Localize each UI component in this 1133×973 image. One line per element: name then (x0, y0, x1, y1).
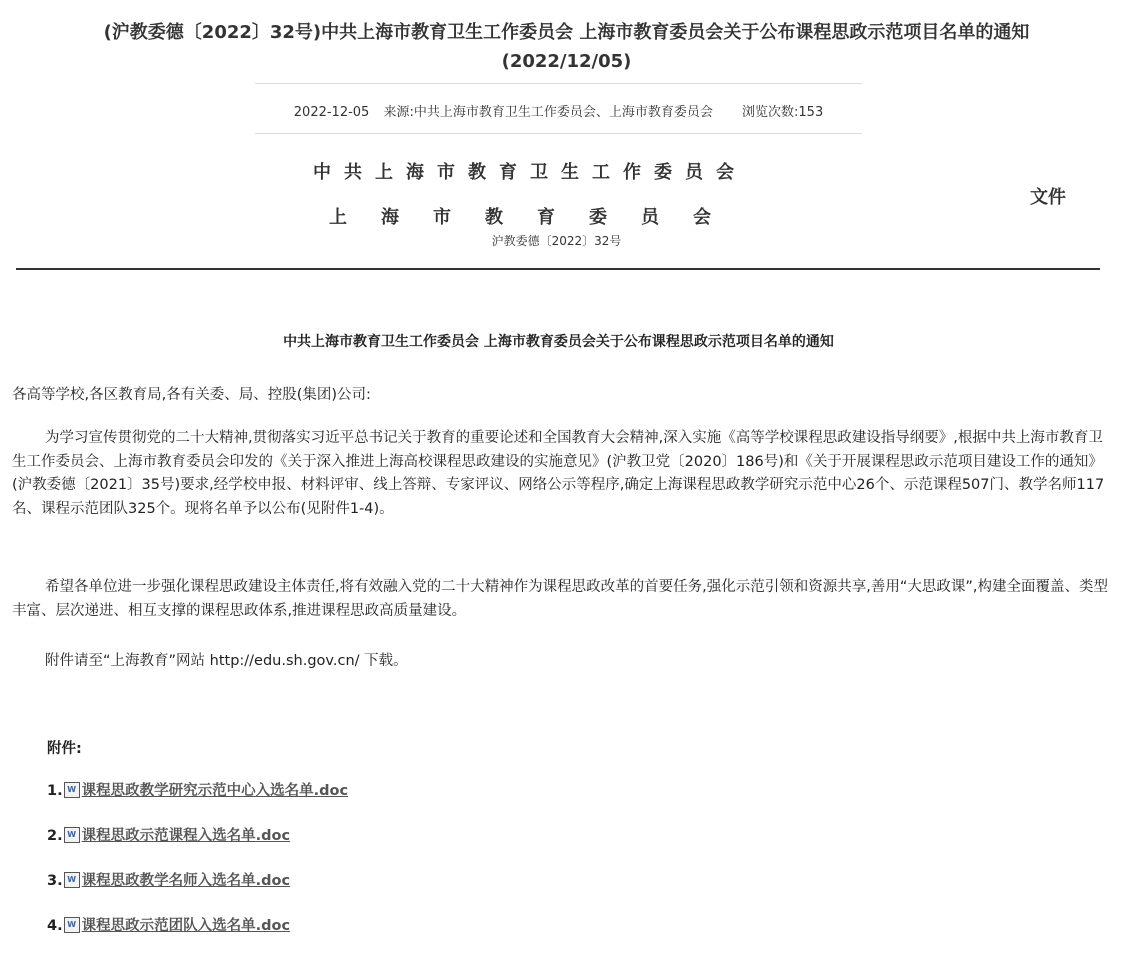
document-number: 沪教委德〔2022〕32号 (491, 234, 622, 248)
word-doc-icon[interactable]: W (64, 827, 80, 843)
body-paragraph-1: 为学习宣传贯彻党的二十大精神,贯彻落实习近平总书记关于教育的重要论述和全国教育大会精神,深入实施《高等学校课程思政建设指导纲要》,根据中共上海市教育卫生工作委员会、上海市教育委员会印发的《关于深入推进上海高校课程思政建设的实施意见》(沪教卫党〔2020〕186号)和《关于开展课程思政示范项目建设工作的通知》(沪教委德〔2021〕35号)要求,经学校申报、材料评审、线上答辩、专家评议、网络公示等程序,确定上海课程思政教学研究示范中心26个、示范课程507门、教学名师117名、课程示范团队325个。现将名单予以公布(见附件1-4)。 (12, 430, 1105, 517)
attachment-item (47, 824, 290, 845)
letterhead-document-label: 文件 (1030, 187, 1066, 208)
meta-bottom-divider (255, 133, 862, 134)
letterhead-divider (16, 268, 1100, 270)
article-source: 来源:中共上海市教育卫生工作委员会、上海市教育委员会 (383, 105, 713, 120)
body-paragraph-3: 附件请至“上海教育”网站 http://edu.sh.gov.cn/ 下载。 (45, 653, 408, 669)
salutation: 各高等学校,各区教育局,各有关委、局、控股(集团)公司: (12, 387, 371, 403)
attachment-number: 1. (47, 783, 63, 799)
body-paragraph-2: 希望各单位进一步强化课程思政建设主体责任,将有效融入党的二十大精神作为课程思政改革的首要任务,强化示范引领和资源共享,善用“大思政课”,构建全面覆盖、类型丰富、层次递进、相互支撑的课程思政体系,推进课程思政高质量建设。 (12, 579, 1108, 619)
attachment-link[interactable]: 课程思政示范课程入选名单.doc (81, 828, 291, 844)
letterhead-issuer-2: 上海市教育委员会 (329, 207, 745, 228)
attachment-link[interactable]: 课程思政教学名师入选名单.doc (81, 873, 291, 889)
article-meta (255, 101, 862, 120)
attachment-link[interactable]: 课程思政教学研究示范中心入选名单.doc (81, 783, 349, 799)
word-doc-icon[interactable]: W (64, 872, 80, 888)
attachment-item (47, 914, 290, 935)
attachment-number: 2. (47, 828, 63, 844)
letterhead-issuer-1: 中共上海市教育卫生工作委员会 (313, 162, 747, 183)
page-title-line2: (2022/12/05) (501, 51, 632, 72)
word-doc-icon[interactable]: W (64, 782, 80, 798)
notice-title: 中共上海市教育卫生工作委员会 上海市教育委员会关于公布课程思政示范项目名单的通知 (283, 334, 834, 350)
attachment-link[interactable]: 课程思政示范团队入选名单.doc (81, 918, 291, 934)
attachment-item (47, 869, 290, 890)
publish-date: 2022-12-05 (293, 105, 370, 120)
attachment-number: 4. (47, 918, 63, 934)
view-count: 浏览次数:153 (742, 105, 824, 120)
attachment-number: 3. (47, 873, 63, 889)
page-title (20, 18, 1113, 76)
meta-top-divider (255, 83, 862, 84)
word-doc-icon[interactable]: W (64, 917, 80, 933)
page-title-line1: (沪教委德〔2022〕32号)中共上海市教育卫生工作委员会 上海市教育委员会关于公布课程思政示范项目名单的通知 (103, 22, 1030, 43)
attachments-label: 附件: (47, 741, 82, 757)
attachment-item (47, 779, 348, 800)
